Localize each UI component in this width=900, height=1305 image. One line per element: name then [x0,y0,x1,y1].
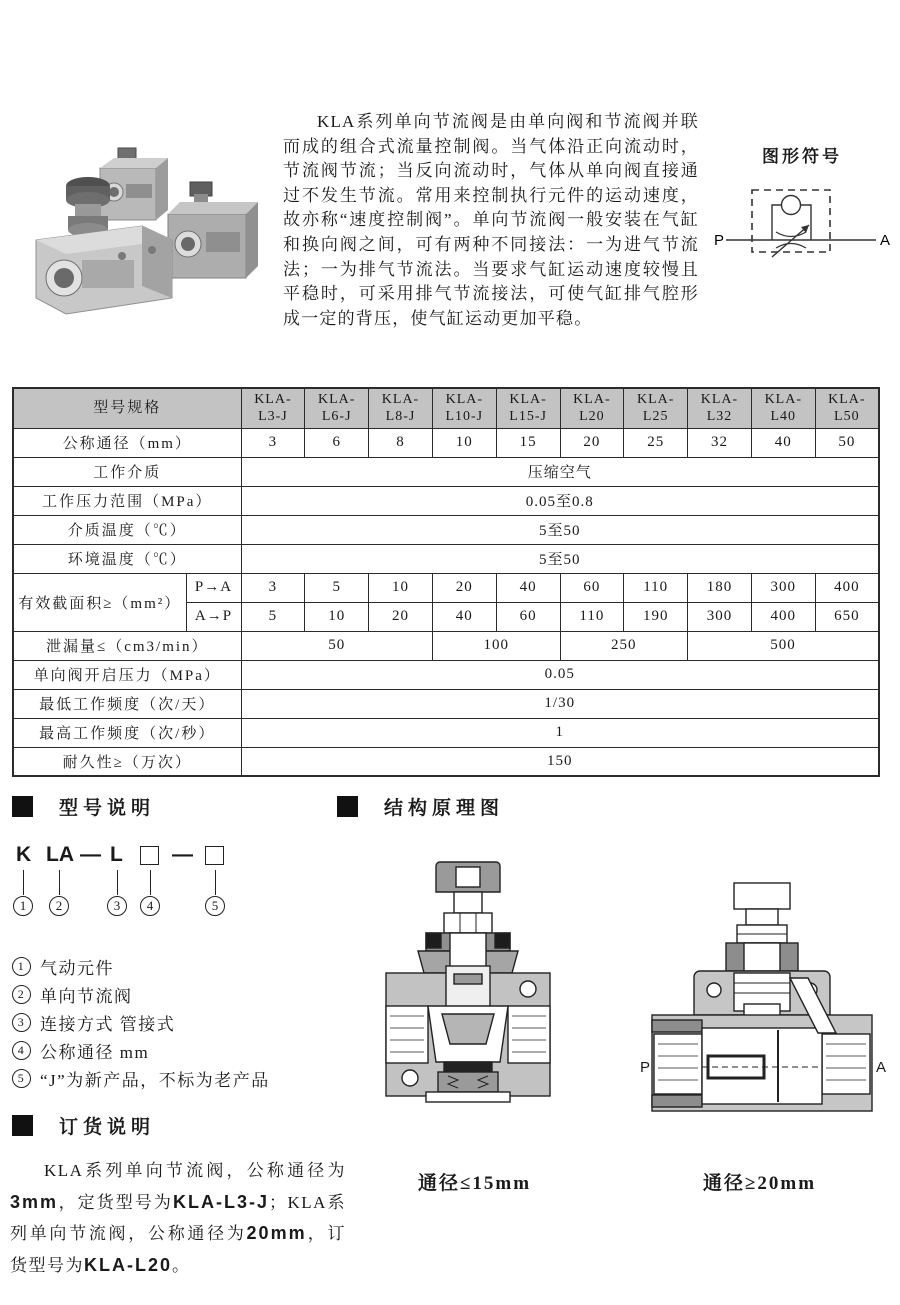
spec-row-label: 有效截面积≥（mm²） [13,573,186,631]
model-section-title: 型号说明 [59,798,156,819]
legend-item: 2 单向节流阀 [12,980,342,1008]
spec-cell: 5至50 [241,515,879,544]
caption-large-bore: 通径≥20mm [703,1173,817,1194]
product-photo [22,128,274,320]
structure-diagram-small-bore [368,856,568,1114]
model-section-header [12,793,155,820]
spec-cell: 250 [560,631,688,660]
code-connector-line [150,870,151,895]
spec-cell: 10 [305,602,369,631]
legend-item: 3 连接方式 管接式 [12,1008,342,1036]
valve-cross-section-small [386,862,550,1102]
model-header: KLA- L3-J [241,388,305,428]
spec-row-medium-temp [13,515,879,544]
model-header: KLA- L10-J [432,388,496,428]
model-code-la: LA [46,843,74,866]
product-description: KLA系列单向节流阀是由单向阀和节流阀并联而成的组合式流量控制阀。当气体沿正向流动时，节流阀节流；当反向流动时，气体从单向阀直接通过不发生节流。常用来控制执行元件的运动速度，故亦称“速度控制阀”。单向节流阀一般安装在气缸和换向阀之间，可有两种不同接法：一为进气节流法；一为排气节流法。当要求气缸运动速度较慢且平稳时，可采用排气节流接法，可使气缸排气腔形成一定的背压，使气缸运动更加平稳。 [283,112,699,328]
code-connector-line [23,870,24,895]
spec-row-label: 公称通径（mm） [13,428,241,457]
section-bullet-square [337,796,358,817]
spec-row-leakage [13,631,879,660]
symbol-port-p: P [714,232,725,249]
spec-cell: 8 [369,428,433,457]
model-code-box-suffix [205,846,224,865]
code-connector-line [59,870,60,895]
symbol-port-a: A [880,232,891,249]
spec-row-pressure [13,486,879,515]
spec-sub-label: A→P [186,602,241,631]
spec-cell: 32 [688,428,752,457]
structure-port-a: A [876,1059,886,1076]
spec-cell: 0.05至0.8 [241,486,879,515]
spec-row-durability [13,747,879,776]
ordering-paragraph: KLA系列单向节流阀，公称通径为3mm，定货型号为KLA-L3-J；KLA系列单向节流阀，公称通径为20mm，订货型号为KLA-L20。 [10,1161,347,1275]
ordering-section-header [12,1112,155,1139]
spec-row-effective-area-pa [13,573,879,602]
spec-cell: 40 [751,428,815,457]
spec-row-bore [13,428,879,457]
spec-cell: 50 [815,428,879,457]
spec-row-min-freq [13,689,879,718]
spec-corner-label: 型号规格 [13,388,241,428]
spec-cell: 20 [369,602,433,631]
legend-item: 4 公称通径 mm [12,1036,342,1064]
code-circle-4: 4 [140,896,160,916]
spec-cell: 5至50 [241,544,879,573]
spec-cell: 20 [432,573,496,602]
spec-row-label: 工作压力范围（MPa） [13,486,241,515]
spec-cell: 150 [241,747,879,776]
structure-section-title: 结构原理图 [384,798,505,819]
spec-cell: 3 [241,428,305,457]
spec-cell: 0.05 [241,660,879,689]
spec-cell: 20 [560,428,624,457]
ordering-section-title: 订货说明 [59,1117,156,1138]
spec-header-row [13,388,879,428]
graphic-symbol-block [712,142,892,275]
spec-row-label: 泄漏量≤（cm3/min） [13,631,241,660]
model-header: KLA- L25 [624,388,688,428]
model-code-k: K [16,843,32,866]
code-connector-line [117,870,118,895]
spec-cell: 1 [241,718,879,747]
spec-row-ambient-temp [13,544,879,573]
product-photo-image [22,128,274,320]
spec-cell: 10 [432,428,496,457]
spec-cell: 1/30 [241,689,879,718]
spec-cell: 40 [432,602,496,631]
model-code-legend [12,952,342,1092]
spec-cell: 100 [432,631,560,660]
spec-cell: 60 [560,573,624,602]
spec-row-label: 单向阀开启压力（MPa） [13,660,241,689]
model-header: KLA- L40 [751,388,815,428]
spec-cell: 650 [815,602,879,631]
spec-cell: 60 [496,602,560,631]
caption-small-bore: 通径≤15mm [418,1173,532,1194]
section-bullet-square [12,1115,33,1136]
spec-row-label: 介质温度（℃） [13,515,241,544]
valve-cross-section-large [652,883,872,1111]
structure-diagram-large-bore [638,878,886,1120]
code-circle-2: 2 [49,896,69,916]
section-bullet-square [12,796,33,817]
structure-section-header [337,793,504,820]
spec-row-max-freq [13,718,879,747]
spec-row-label: 工作介质 [13,457,241,486]
spec-sub-label: P→A [186,573,241,602]
model-header: KLA- L20 [560,388,624,428]
spec-cell: 15 [496,428,560,457]
spec-cell: 6 [305,428,369,457]
spec-cell: 110 [560,602,624,631]
spec-cell: 5 [305,573,369,602]
spec-cell: 110 [624,573,688,602]
model-header: KLA- L8-J [369,388,433,428]
model-code-dash2: — [172,843,193,866]
spec-row-label: 最低工作频度（次/天） [13,689,241,718]
structure-port-p: P [640,1059,651,1076]
spec-row-label: 环境温度（℃） [13,544,241,573]
spec-cell: 400 [815,573,879,602]
spec-row-opening-pressure [13,660,879,689]
photo-valve-medium [168,182,258,278]
spec-cell: 190 [624,602,688,631]
code-circle-5: 5 [205,896,225,916]
code-connector-line [215,870,216,895]
spec-cell: 5 [241,602,305,631]
spec-cell: 400 [751,602,815,631]
legend-item: 5 “J”为新产品，不标为老产品 [12,1064,342,1092]
spec-cell: 25 [624,428,688,457]
model-code-l: L [110,843,123,866]
spec-cell: 3 [241,573,305,602]
model-code-dash1: — [80,843,101,866]
spec-cell: 300 [751,573,815,602]
spec-cell: 40 [496,573,560,602]
legend-item: 1 气动元件 [12,952,342,980]
spec-cell: 300 [688,602,752,631]
spec-row-medium [13,457,879,486]
model-code-box-diameter [140,846,159,865]
spec-cell: 50 [241,631,432,660]
model-header: KLA- L50 [815,388,879,428]
spec-row-label: 最高工作频度（次/秒） [13,718,241,747]
spec-cell: 500 [688,631,879,660]
pneumatic-symbol [712,175,892,275]
model-header: KLA- L6-J [305,388,369,428]
spec-cell: 压缩空气 [241,457,879,486]
spec-row-label: 耐久性≥（万次） [13,747,241,776]
code-circle-3: 3 [107,896,127,916]
graphic-symbol-title: 图形符号 [762,147,842,166]
code-circle-1: 1 [13,896,33,916]
model-header: KLA- L32 [688,388,752,428]
photo-valve-small [100,148,168,220]
spec-table-wrap [12,387,878,777]
spec-table [12,387,880,777]
spec-cell: 10 [369,573,433,602]
model-header: KLA- L15-J [496,388,560,428]
spec-cell: 180 [688,573,752,602]
